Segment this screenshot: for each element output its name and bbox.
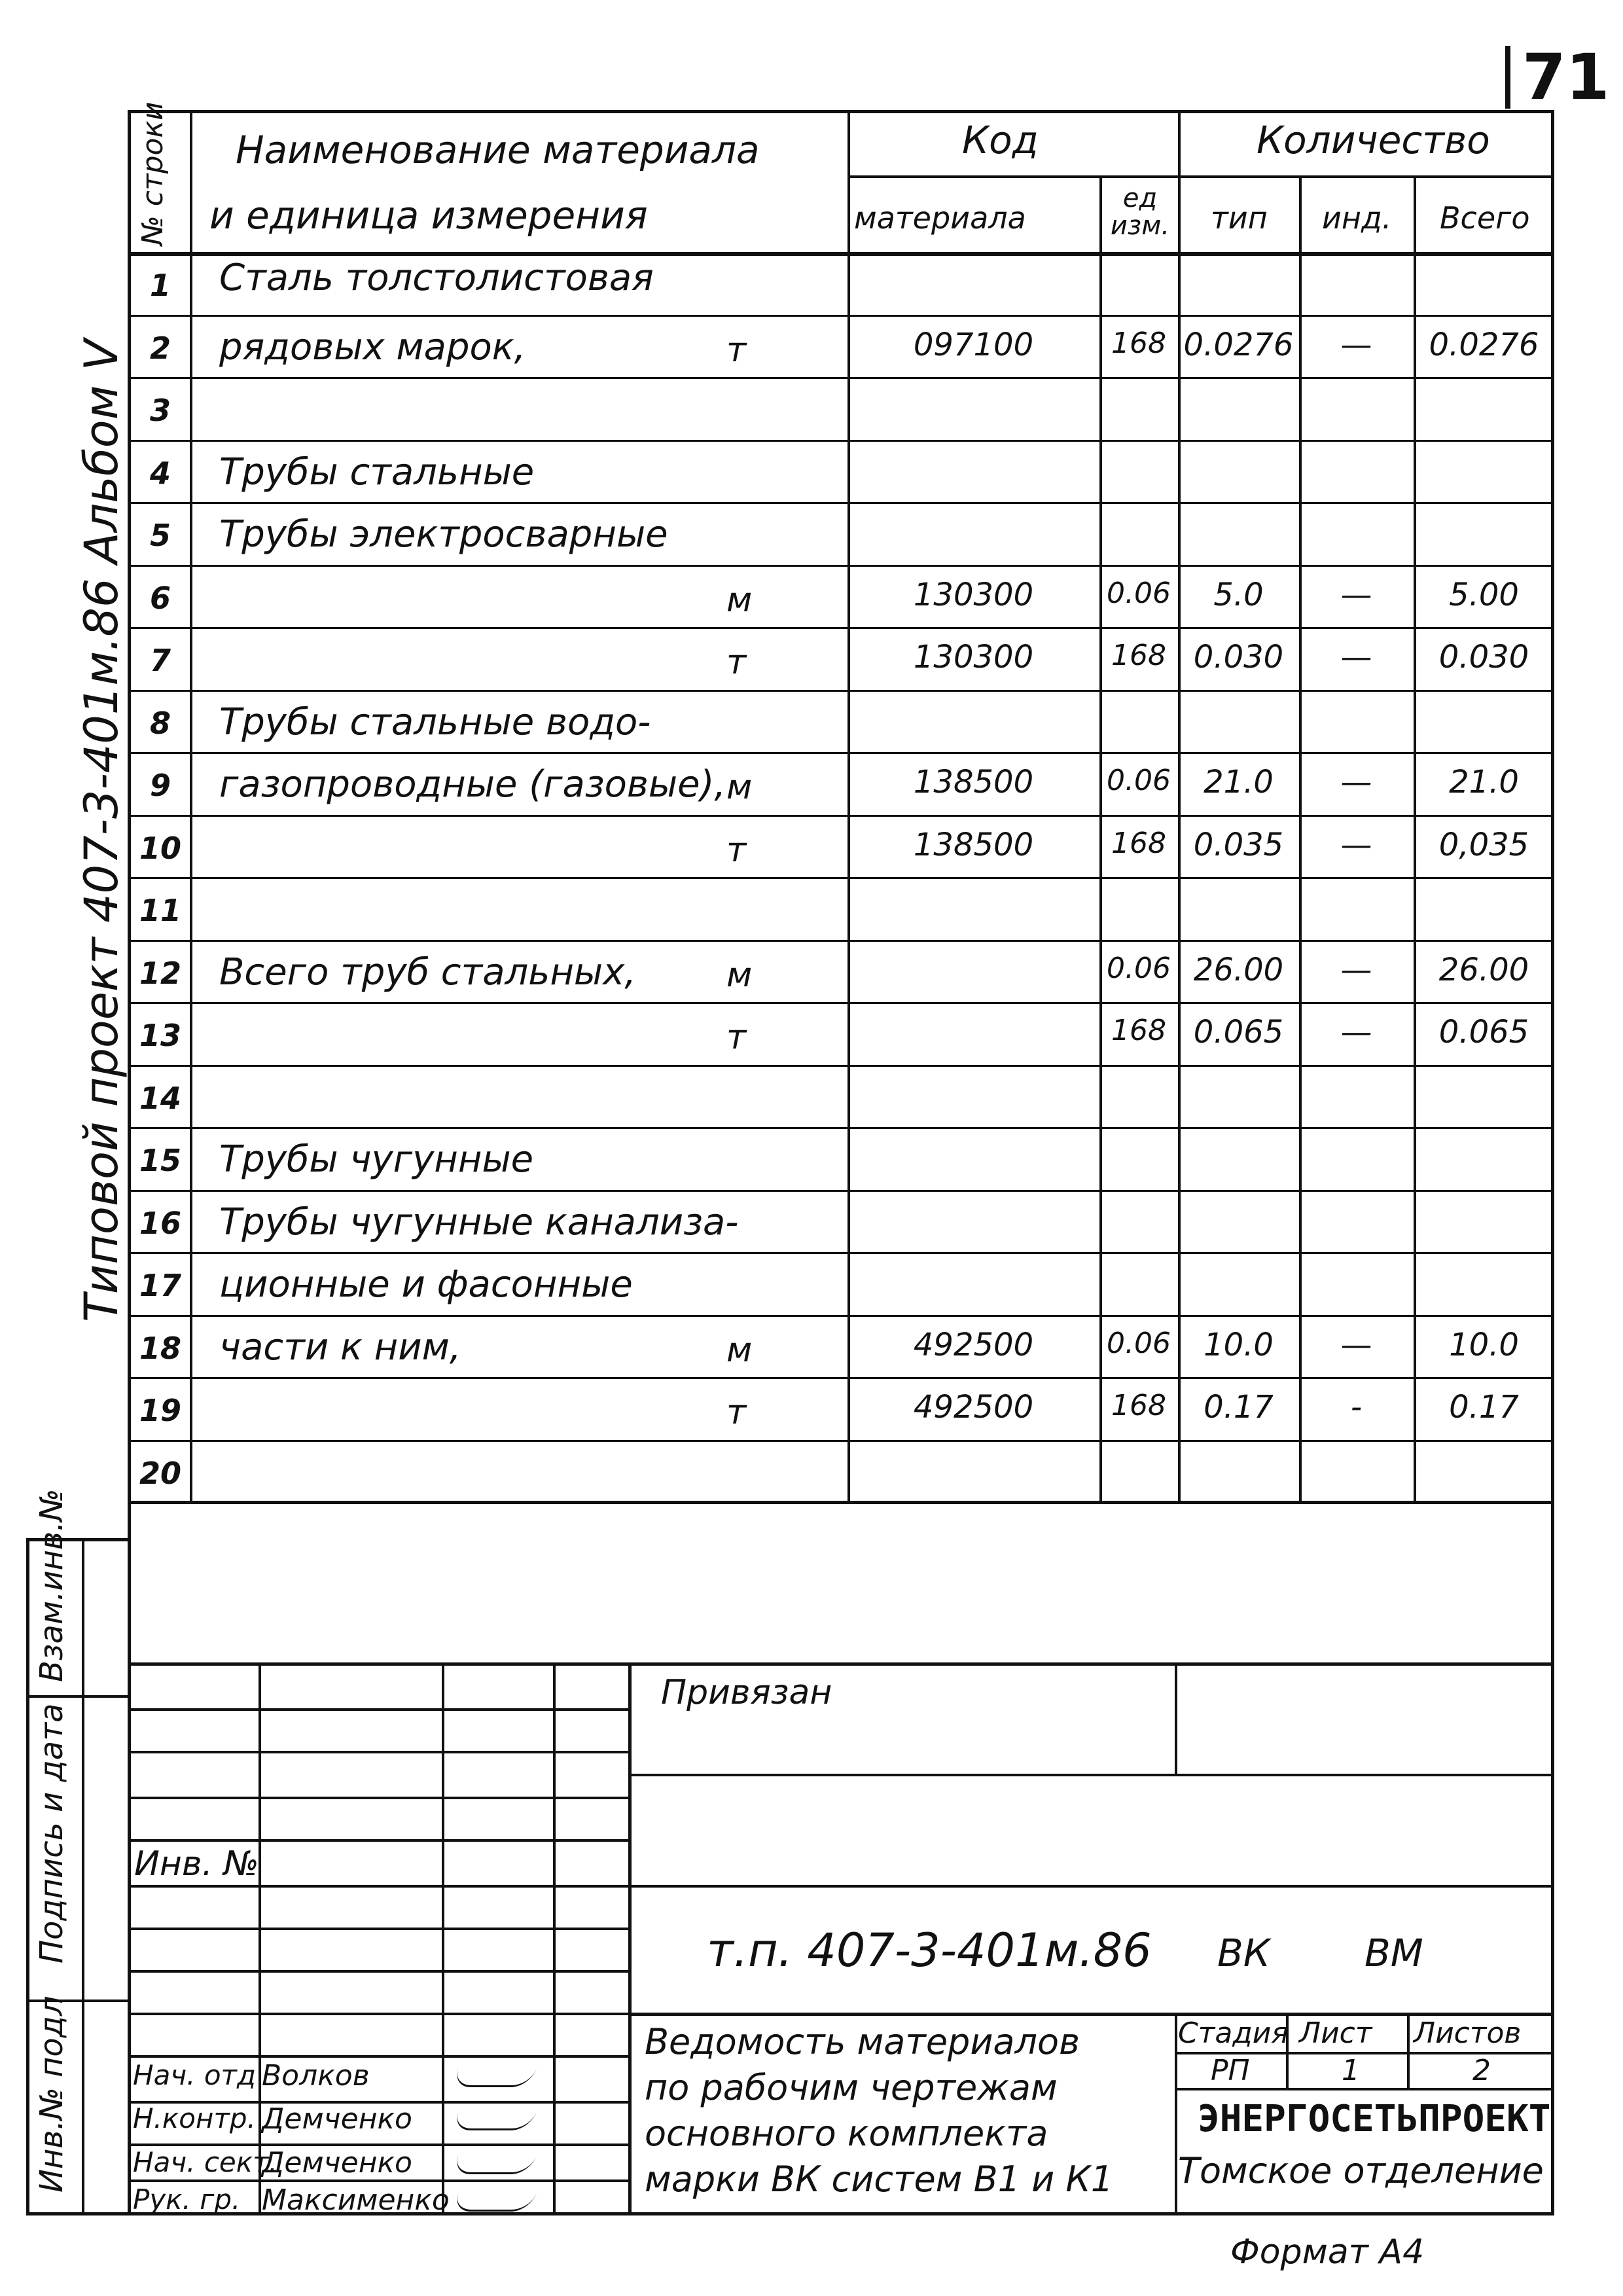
stamp-title-2: по рабочим чертежам	[645, 2067, 1058, 2108]
sig-line-3	[128, 1797, 628, 1799]
sig-line-5	[128, 1885, 628, 1888]
header-name-line2: и единица измерения	[209, 193, 648, 238]
qty-typ: 26.00	[1193, 951, 1284, 988]
material-name: части к ним,	[219, 1325, 461, 1369]
stamp-title-1: Ведомость материалов	[645, 2021, 1080, 2062]
stamp-title-3: основного комплекта	[645, 2113, 1048, 2154]
table-row	[0, 1377, 1623, 1440]
qty-ind: —	[1340, 1014, 1372, 1050]
table-row	[0, 377, 1623, 440]
stamp-designation: т.п. 407-3-401м.86	[707, 1924, 1152, 1977]
signer-role: Н.контр.	[133, 2102, 256, 2134]
table-row	[0, 1315, 1623, 1378]
sig-line-2	[128, 1751, 628, 1753]
left-strip-inv-podl: Инв.№ подл	[33, 1996, 70, 2193]
table-row	[0, 940, 1623, 1003]
material-name: Трубы стальные водо-	[219, 700, 651, 744]
sheet-label: Лист	[1299, 2017, 1372, 2050]
qty-ind: —	[1340, 951, 1372, 988]
table-row	[0, 315, 1623, 378]
material-code: 130300	[913, 639, 1034, 675]
row-number: 9	[149, 768, 171, 803]
stage-line-2	[1175, 2088, 1554, 2090]
qty-typ: 21.0	[1204, 764, 1274, 800]
stamp-mark1: ВК	[1217, 1931, 1270, 1975]
qty-typ: 0.065	[1193, 1014, 1284, 1050]
page-number: 71	[1505, 46, 1610, 109]
stamp-right-divider	[1175, 1662, 1177, 1774]
row-number: 20	[139, 1455, 181, 1491]
unit-of-measure: м	[726, 768, 753, 807]
stamp-line-b	[628, 1885, 1554, 1888]
unit-of-measure: т	[726, 830, 747, 870]
row-number: 18	[139, 1330, 181, 1366]
material-code: 138500	[913, 764, 1034, 800]
table-row	[0, 1190, 1623, 1253]
sig-line-1	[128, 1708, 628, 1711]
stamp-col-2	[442, 1662, 444, 2215]
table-row	[0, 252, 1623, 315]
signer-role: Нач. отд	[133, 2059, 257, 2091]
unit-of-measure: т	[726, 330, 747, 370]
row-number: 10	[139, 830, 181, 866]
table-row	[0, 1252, 1623, 1315]
qty-typ: 0.035	[1193, 826, 1284, 863]
unit-code: 0.06	[1107, 951, 1171, 985]
qty-total: 0.17	[1449, 1389, 1519, 1426]
unit-of-measure: м	[726, 1330, 753, 1370]
material-name: Трубы чугунные канализа-	[219, 1200, 739, 1244]
qty-typ: 0.0276	[1183, 326, 1294, 363]
qty-total: 10.0	[1449, 1326, 1519, 1363]
unit-of-measure: м	[726, 580, 753, 620]
qty-ind: -	[1350, 1389, 1363, 1426]
material-name: Трубы стальные	[219, 450, 535, 493]
qty-ind: —	[1340, 764, 1372, 800]
qty-total: 26.00	[1438, 951, 1529, 988]
row-number: 15	[139, 1143, 181, 1178]
stamp-top-line	[128, 1662, 1554, 1666]
format-label: Формат А4	[1230, 2233, 1425, 2272]
unit-code: 168	[1111, 1014, 1166, 1047]
qty-ind: —	[1340, 1326, 1372, 1363]
unit-code: 168	[1111, 1389, 1166, 1422]
unit-code: 168	[1111, 639, 1166, 672]
qty-ind: —	[1340, 826, 1372, 863]
row-number: 17	[139, 1268, 181, 1303]
qty-total: 0.030	[1438, 639, 1529, 675]
signer-name: Демченко	[262, 2102, 412, 2136]
header-subline	[847, 175, 1554, 178]
qty-ind: —	[1340, 639, 1372, 675]
unit-code: 168	[1111, 826, 1166, 860]
qty-total: 21.0	[1449, 764, 1519, 800]
stamp-inv-no: Инв. №	[134, 1844, 259, 1884]
left-strip-podpis-data: Подпись и дата	[33, 1703, 70, 1964]
sig-line-8	[128, 2013, 628, 2015]
table-row	[0, 690, 1623, 753]
stamp-col-4	[628, 1662, 632, 2215]
table-row	[0, 815, 1623, 878]
header-qty-total: Всего	[1440, 200, 1530, 236]
signer-role: Нач. сект.	[133, 2146, 277, 2178]
material-code: 492500	[913, 1326, 1034, 1363]
qty-typ: 10.0	[1204, 1326, 1274, 1363]
row-number: 11	[139, 893, 181, 928]
table-row	[0, 877, 1623, 940]
table-row	[0, 565, 1623, 628]
unit-code: 0.06	[1107, 764, 1171, 797]
row-number: 13	[139, 1018, 181, 1053]
qty-ind: —	[1340, 576, 1372, 613]
side-label: Типовой проект 407-3-401м.86 Альбом V	[75, 339, 128, 1322]
material-code: 138500	[913, 826, 1034, 863]
material-name: газопроводные (газовые),	[219, 763, 726, 806]
left-strip-vzam-inv: Взам.инв.№	[33, 1488, 70, 1682]
sheet-value: 1	[1342, 2054, 1360, 2087]
stamp-mark2: ВМ	[1364, 1931, 1423, 1975]
row-number: 19	[139, 1393, 181, 1428]
qty-total: 0.0276	[1429, 326, 1539, 363]
stamp-branch: Томское отделение	[1178, 2150, 1544, 2191]
table-row	[0, 1065, 1623, 1128]
material-name: Трубы электросварные	[219, 513, 668, 556]
material-code: 130300	[913, 576, 1034, 613]
material-name: рядовых марок,	[219, 325, 526, 368]
left-strip-line-1	[26, 1695, 128, 1698]
table-row	[0, 752, 1623, 815]
stamp-title-4: марки ВК систем В1 и К1	[645, 2159, 1114, 2200]
stamp-privyazan: Привязан	[661, 1673, 832, 1712]
sig-line-4	[128, 1839, 628, 1842]
table-row	[0, 440, 1623, 503]
row-number: 4	[149, 455, 171, 491]
unit-of-measure: т	[726, 643, 747, 682]
left-strip-divider	[82, 1538, 84, 2215]
row-number: 3	[149, 393, 171, 428]
unit-code: 168	[1111, 326, 1166, 360]
sheets-label: Листов	[1414, 2017, 1522, 2050]
sheets-value: 2	[1472, 2054, 1491, 2087]
header-quantity: Количество	[1257, 118, 1490, 162]
row-number: 12	[139, 955, 181, 991]
row-number: 7	[149, 643, 171, 678]
unit-code: 0.06	[1107, 576, 1171, 610]
signer-name: Максименко	[262, 2183, 450, 2217]
stamp-col-1	[259, 1662, 261, 2215]
signer-role: Рук. гр.	[133, 2183, 241, 2215]
header-name-line1: Наименование материала	[236, 128, 760, 172]
stage-value: РП	[1211, 2054, 1250, 2087]
header-code-material: материала	[854, 200, 1026, 236]
table-row	[0, 627, 1623, 690]
sig-line-12	[128, 2179, 628, 2182]
table-row	[0, 502, 1623, 565]
unit-of-measure: м	[726, 955, 753, 995]
row-number: 6	[149, 580, 171, 616]
sig-line-9	[128, 2055, 628, 2058]
row-number: 2	[149, 330, 171, 366]
unit-of-measure: т	[726, 1393, 747, 1432]
row-number: 8	[149, 705, 171, 741]
stage-label: Стадия	[1178, 2017, 1289, 2050]
qty-total: 0,035	[1438, 826, 1529, 863]
qty-typ: 5.0	[1213, 576, 1264, 613]
stamp-line-c	[628, 2013, 1554, 2016]
qty-total: 5.00	[1449, 576, 1519, 613]
header-code: Код	[962, 118, 1039, 162]
sig-line-6	[128, 1928, 628, 1930]
unit-code: 0.06	[1107, 1326, 1171, 1360]
material-name: Всего труб стальных,	[219, 950, 637, 994]
stamp-line-a	[628, 1774, 1554, 1776]
table-row	[0, 1002, 1623, 1065]
header-row-no: № строки	[136, 101, 169, 245]
stamp-org: ЭНЕРГОСЕТЬПРОЕКТ	[1198, 2098, 1551, 2140]
sig-line-7	[128, 1970, 628, 1973]
material-code: 097100	[913, 326, 1034, 363]
signer-name: Волков	[262, 2059, 370, 2092]
row-number: 1	[149, 268, 171, 303]
material-code: 492500	[913, 1389, 1034, 1426]
material-name: Сталь толстолистовая	[219, 257, 654, 299]
material-name: ционные и фасонные	[219, 1263, 633, 1306]
stage-left-border	[1175, 2013, 1177, 2215]
header-qty-ind: инд.	[1322, 200, 1392, 236]
qty-typ: 0.17	[1204, 1389, 1274, 1426]
stage-col-2	[1407, 2013, 1410, 2088]
header-code-unit: ед изм.	[1110, 183, 1170, 241]
table-row	[0, 1440, 1623, 1503]
unit-of-measure: т	[726, 1018, 747, 1057]
qty-total: 0.065	[1438, 1014, 1529, 1050]
table-row	[0, 1127, 1623, 1190]
row-number: 14	[139, 1080, 181, 1116]
material-name: Трубы чугунные	[219, 1138, 534, 1181]
row-number: 5	[149, 518, 171, 553]
stamp-col-3	[553, 1662, 556, 2215]
qty-ind: —	[1340, 326, 1372, 363]
signer-name: Демченко	[262, 2146, 412, 2179]
header-qty-typ: тип	[1211, 200, 1268, 236]
qty-typ: 0.030	[1193, 639, 1284, 675]
row-number: 16	[139, 1205, 181, 1241]
